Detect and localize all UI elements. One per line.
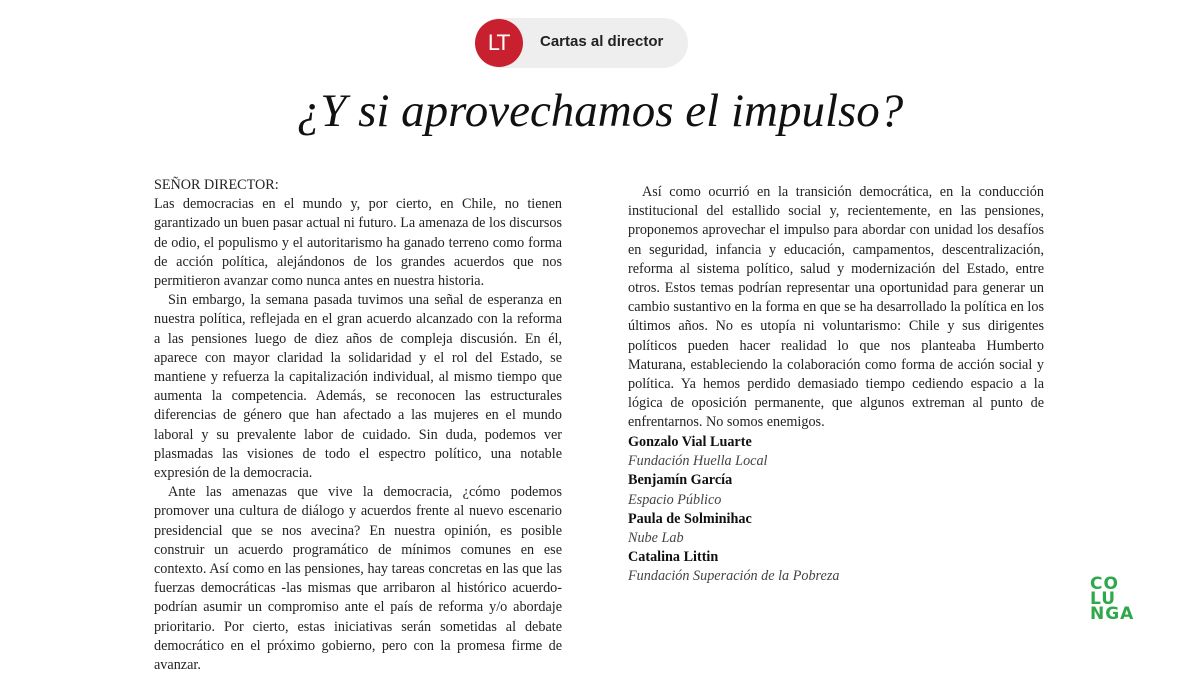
signature-block [628, 433, 1048, 587]
signatory-name: Catalina Littin [628, 549, 719, 566]
newspaper-logo-badge: LT [475, 19, 523, 67]
section-label: Cartas al director [540, 33, 664, 50]
signatory-organization: Nube Lab [628, 530, 684, 547]
letter-greeting: SEÑOR DIRECTOR: [154, 177, 279, 193]
letter-paragraph-3: Ante las amenazas que vive la democracia, ¿cómo podemos promover una cultura de diálogo y acuerdos frente al nuevo escenario presidencial que se nos avecina? En nuestra opinión, es posible construir un acuerdo programático de mínimos comunes en ese contexto. Así como en las pensiones, hay tareas concretas en las que las fuerzas democráticas -las mismas que arribaron al histórico acuerdo- podrían asumir un compromiso ante el país de reforma y/o abordaje prioritario. Por cierto, estas iniciativas serán sometidas al debate democrático en el próximo gobierno, pero con la promesa firme de avanzar. [154, 484, 562, 674]
signatory-organization: Fundación Huella Local [628, 453, 768, 470]
colunga-logo [1090, 574, 1135, 624]
letter-column-right [628, 183, 1044, 433]
signatory-organization: Fundación Superación de la Pobreza [628, 568, 840, 585]
logo-line: CO [1090, 574, 1119, 594]
letter-paragraph-1: Las democracias en el mundo y, por cierto, en Chile, no tienen garantizado un buen pasar actual ni futuro. La amenaza de los discursos de odio, el populismo y el autoritarismo ha ganado terreno como forma de acción política, alejándonos de los grandes acuerdos que nos permitieron avanzar como nunca antes en nuestra historia. [154, 196, 562, 290]
signatory-organization: Espacio Público [628, 491, 722, 508]
letter-paragraph-2: Sin embargo, la semana pasada tuvimos una señal de esperanza en nuestra política, reflejada en el gran acuerdo alcanzado con la reforma a las pensiones luego de diez años de compleja discusión. En él, aparece con mayor claridad la solidaridad y el rol del Estado, se mantiene y refuerza la capitalización individual, al mismo tiempo que aumenta la competencia. Además, se reconocen las estructurales diferencias de género que han afectado a las mujeres en el mundo laboral y su prevalente labor de cuidado. Sin duda, podemos ver plasmadas las visiones de todo el espectro político, una notable expresión de la democracia. [154, 292, 562, 482]
signatory-name: Gonzalo Vial Luarte [628, 434, 752, 450]
logo-line: NGA [1090, 604, 1135, 624]
signatory-name: Paula de Solminihac [628, 510, 752, 527]
logo-line: LU [1090, 589, 1117, 609]
letter-column-left [154, 176, 562, 675]
letter-paragraph-4: Así como ocurrió en la transición democrática, en la conducción institucional del estallido social y, recientemente, en las pensiones, proponemos aprovechar el impulso para abordar con unidad los desafíos en seguridad, infancia y educación, campamentos, descentralización, reforma al sistema político, salud y modernización del Estado, entre otros. Estos temas podrían representar una oportunidad para generar un cambio sustantivo en la forma en que se ha desarrollado la política en los últimos años. No es utopía ni voluntarismo: Chile y sus dirigentes políticos pueden hacer realidad lo que nos planteaba Humberto Maturana, estableciendo la colaboración como forma de acción social y política. Ya hemos perdido demasiado tiempo cediendo espacio a la lógica de oposición permanente, que algunos extreman al punto de enfrentarnos. No somos enemigos. [628, 184, 1044, 431]
signatory-name: Benjamín García [628, 472, 733, 489]
headline: ¿Y si aprovechamos el impulso? [296, 85, 904, 137]
